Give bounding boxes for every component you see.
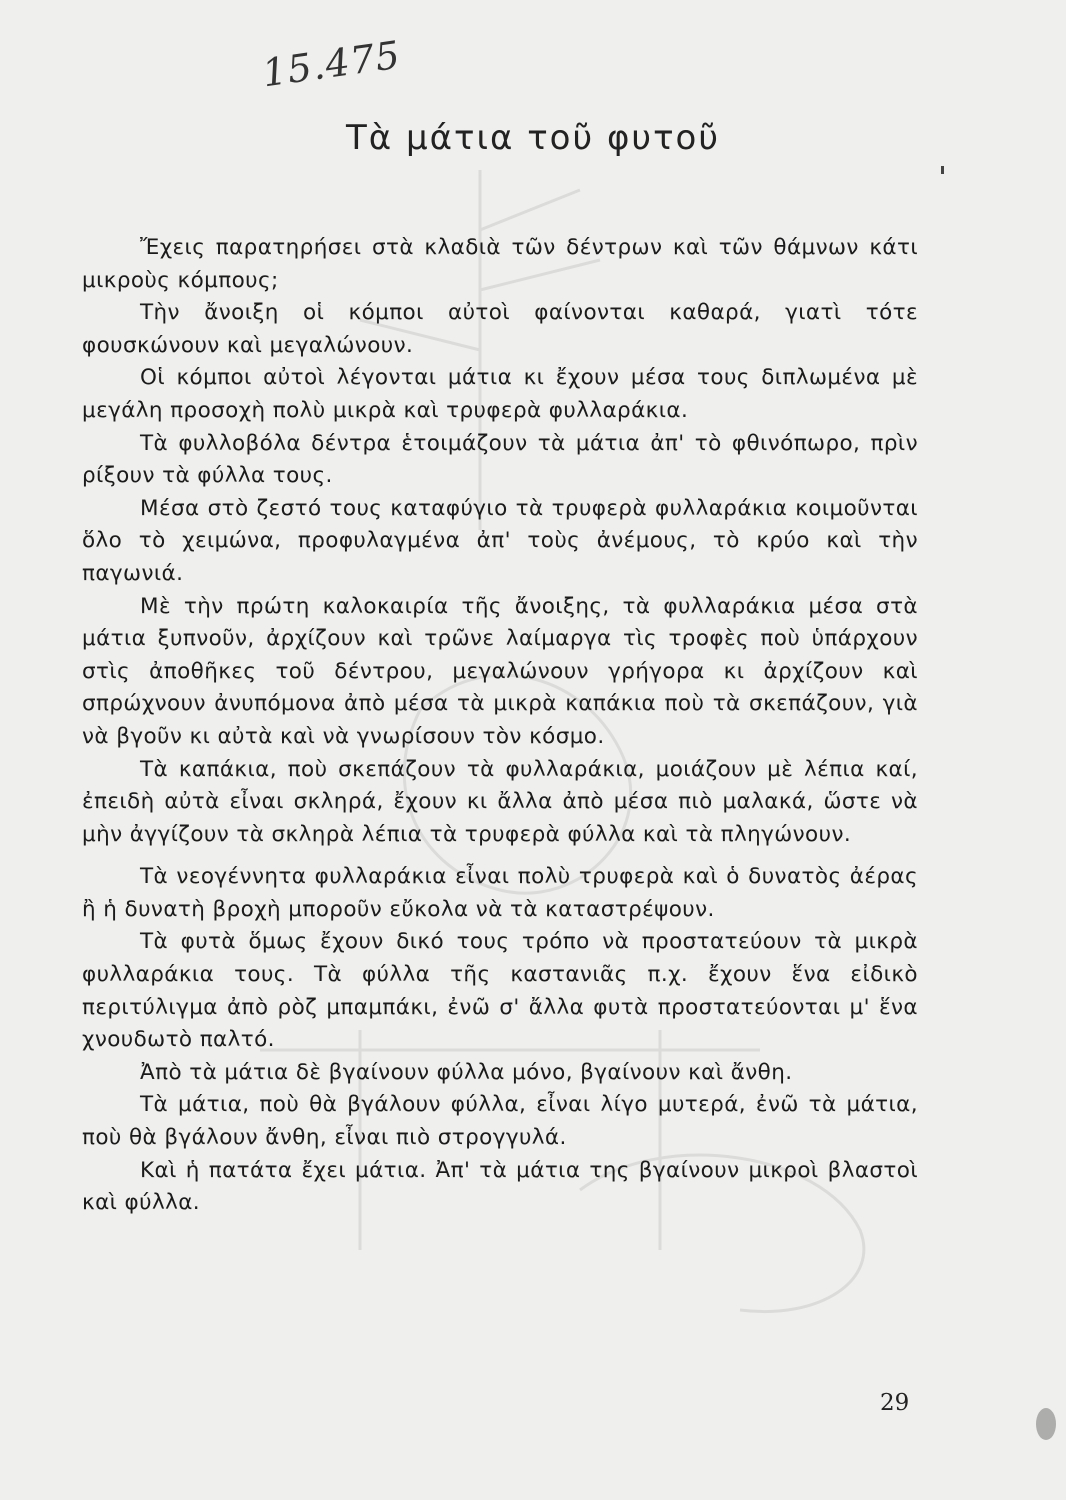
- paragraph: Τὰ καπάκια, ποὺ σκεπάζουν τὰ φυλλαράκια, μοιάζουν μὲ λέπια καί, ἐπειδὴ αὐτὰ εἶναι σκληρά, ἔχουν κι ἄλλα ἀπὸ μέσα πιὸ μαλακά, ὥστε νὰ μὴν ἀγγίζουν τὰ σκληρὰ λέπια τὰ τρυφερὰ φύλλα καὶ τὰ πληγώνουν.: [82, 756, 918, 847]
- paragraph: Μέσα στὸ ζεστό τους καταφύγιο τὰ τρυφερὰ φυλλαράκια κοιμοῦνται ὅλο τὸ χειμώνα, προφυλαγμένα ἀπ' τοὺς ἀνέμους, τὸ κρύο καὶ τὴν παγωνιά.: [82, 495, 918, 586]
- paragraph: Τὰ νεογέννητα φυλλαράκια εἶναι πολὺ τρυφερὰ καὶ ὁ δυνατὸς ἀέρας ἢ ἡ δυνατὴ βροχὴ μποροῦν εὔκολα νὰ τὰ καταστρέψουν.: [82, 864, 918, 922]
- paragraph: Οἱ κόμποι αὐτοὶ λέγονται μάτια κι ἔχουν μέσα τους διπλωμένα μὲ μεγάλη προσοχὴ πολὺ μικρὰ καὶ τρυφερὰ φυλλαράκια.: [82, 365, 918, 423]
- ink-smudge: [1036, 1408, 1056, 1440]
- paragraph: Καὶ ἡ πατάτα ἔχει μάτια. Ἀπ' τὰ μάτια της βγαίνουν μικροὶ βλαστοὶ καὶ φύλλα.: [82, 1157, 918, 1216]
- body-text: [82, 232, 918, 1220]
- paragraph: Ἔχεις παρατηρήσει στὰ κλαδιὰ τῶν δέντρων καὶ τῶν θάμνων κάτι μικροὺς κόμπους;: [82, 235, 918, 293]
- paragraph: Τὴν ἄνοιξη οἱ κόμποι αὐτοὶ φαίνονται καθαρά, γιατὶ τότε φουσκώνουν καὶ μεγαλώνουν.: [82, 300, 918, 358]
- page-title: Τὰ μάτια τοῦ φυτοῦ: [345, 118, 721, 158]
- handwritten-catalog-number: 15.475: [259, 32, 404, 96]
- paragraph: Τὰ φυτὰ ὅμως ἔχουν δικό τους τρόπο νὰ προστατεύουν τὰ μικρὰ φυλλαράκια τους. Τὰ φύλλα τῆς καστανιᾶς π.χ. ἔχουν ἕνα εἰδικὸ περιτύλιγμα ἀπὸ ρὸζ μπαμπάκι, ἐνῶ σ' ἄλλα φυτὰ προστατεύονται μ' ἕνα χνουδωτὸ παλτό.: [82, 929, 918, 1053]
- paragraph: Μὲ τὴν πρώτη καλοκαιρία τῆς ἄνοιξης, τὰ φυλλαράκια μέσα στὰ μάτια ξυπνοῦν, ἀρχίζουν καὶ τρῶνε λαίμαργα τὶς τροφὲς ποὺ ὑπάρχουν στὶς ἀποθῆκες τοῦ δέντρου, μεγαλώνουν γρήγορα κι ἀρχίζουν καὶ σπρώχνουν ἀνυπόμονα ἀπὸ μέσα τὰ μικρὰ καπάκια ποὺ τὰ σκεπάζουν, γιὰ νὰ βγοῦν κι αὐτὰ καὶ νὰ γνωρίσουν τὸν κόσμο.: [82, 593, 918, 749]
- ink-mark: [941, 166, 944, 174]
- paragraph: Τὰ φυλλοβόλα δέντρα ἑτοιμάζουν τὰ μάτια ἀπ' τὸ φθινόπωρο, πρὶν ρίξουν τὰ φύλλα τους.: [82, 430, 918, 489]
- paragraph: Τὰ μάτια, ποὺ θὰ βγάλουν φύλλα, εἶναι λίγο μυτερά, ἐνῶ τὰ μάτια, ποὺ θὰ βγάλουν ἄνθη, εἶναι πιὸ στρογγυλά.: [82, 1092, 918, 1151]
- paragraph: Ἀπὸ τὰ μάτια δὲ βγαίνουν φύλλα μόνο, βγαίνουν καὶ ἄνθη.: [140, 1059, 793, 1085]
- page-number: 29: [880, 1390, 910, 1416]
